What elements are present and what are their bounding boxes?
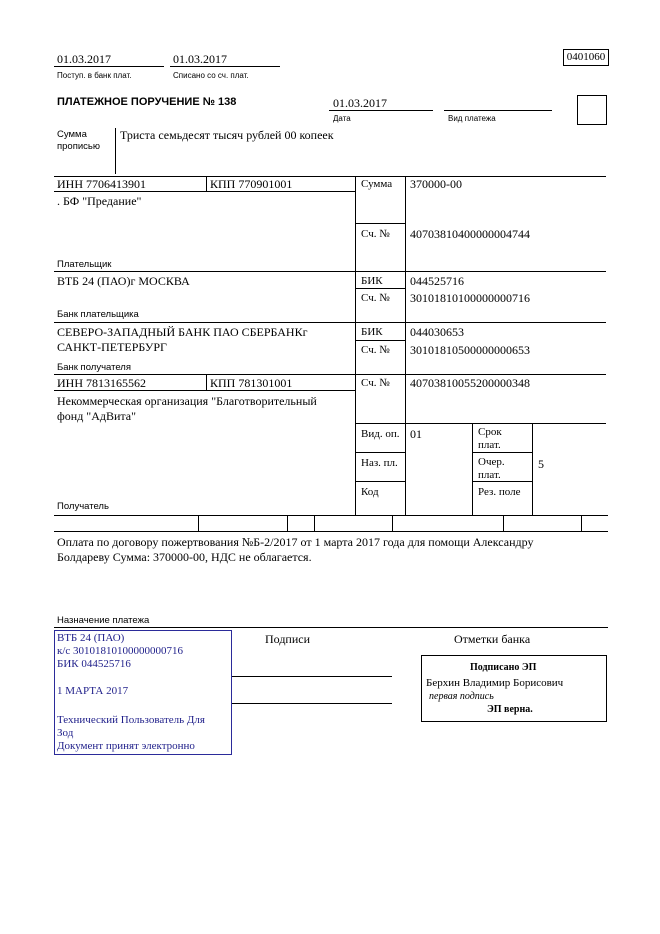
amount-words-value: Триста семьдесят тысяч рублей 00 копеек (120, 128, 334, 142)
signature-line-2 (232, 703, 392, 704)
code-label: Код (361, 486, 379, 498)
codes-line-2-left (355, 452, 405, 453)
payee-bank-label: Банк получателя (57, 362, 131, 373)
stamp-user-1: Технический Пользователь Для (57, 714, 205, 726)
payee-bank-bik-line (355, 340, 405, 341)
payer-inn-line (54, 191, 355, 192)
payer-label: Плательщик (57, 259, 112, 270)
term-label-2: плат. (478, 439, 501, 451)
amount-words-label-1: Сумма (57, 129, 87, 140)
signatures-label: Подписи (265, 632, 311, 646)
debited-date-line (170, 66, 280, 67)
debited-date-label: Списано со сч. плат. (173, 71, 249, 80)
codes-vline-2 (532, 423, 533, 515)
amount-words-label-2: прописью (57, 141, 100, 152)
order-date: 01.03.2017 (333, 96, 387, 110)
esign-role: первая подпись (429, 691, 494, 702)
payee-bank-bik-label: БИК (361, 326, 383, 338)
purpose-line-2: Болдареву Сумма: 370000-00, НДС не облагается. (57, 550, 312, 564)
queue-label-1: Очер. (478, 456, 505, 468)
term-label-1: Срок (478, 426, 502, 438)
queue-label-2: плат. (478, 469, 501, 481)
received-date-label: Поступ. в банк плат. (57, 71, 132, 80)
received-date-line (54, 66, 164, 67)
purpose-line-1: Оплата по договору пожертвования №Б-2/2017 от 1 марта 2017 года для помощи Александру (57, 535, 534, 549)
tax-row-bottom (54, 531, 608, 532)
amount-words-divider (115, 128, 116, 174)
payee-name-1: Некоммерческая организация "Благотворительный (57, 394, 317, 408)
stamp-bik: БИК 044525716 (57, 658, 131, 670)
tax-cell-div-5 (503, 515, 504, 531)
stamp-bank-name: ВТБ 24 (ПАО) (57, 632, 125, 644)
payee-bank-bik-value: 044030653 (410, 325, 464, 339)
order-date-line (329, 110, 433, 111)
codes-line-3-left (355, 481, 405, 482)
payee-account-label: Сч. № (361, 377, 390, 389)
payee-bank-name-1: СЕВЕРО-ЗАПАДНЫЙ БАНК ПАО СБЕРБАНКг (57, 325, 308, 339)
op-type-label: Вид. оп. (361, 428, 400, 440)
payer-bank-bik-label: БИК (361, 275, 383, 287)
payer-sum-line (355, 223, 405, 224)
codes-top-line (355, 423, 606, 424)
payer-bank-account-label: Сч. № (361, 292, 390, 304)
payer-inn: ИНН 7706413901 (57, 177, 146, 191)
payer-account-value: 40703810400000004744 (410, 227, 530, 241)
debited-date: 01.03.2017 (173, 52, 227, 66)
bank-marks-label: Отметки банка (454, 632, 531, 646)
op-type-value: 01 (410, 427, 422, 441)
payer-sum-label: Сумма (361, 178, 393, 190)
signature-line-1 (232, 676, 392, 677)
payer-sum-value: 370000-00 (410, 177, 462, 191)
tax-cell-div-3 (314, 515, 315, 531)
tax-cell-div-2 (287, 515, 288, 531)
payee-inn: ИНН 7813165562 (57, 376, 146, 390)
payer-name: . БФ "Предание" (57, 194, 142, 208)
payer-bottom-line (54, 271, 606, 272)
payment-type-label: Вид платежа (448, 114, 496, 123)
payer-kpp: КПП 770901001 (210, 177, 293, 191)
payee-bank-bottom-line (54, 374, 606, 375)
reserve-label: Рез. поле (478, 486, 521, 498)
stamp-user-2: Зод (57, 727, 74, 739)
esign-signer: Берхин Владимир Борисович (426, 677, 564, 689)
stamp-date: 1 МАРТА 2017 (57, 685, 129, 697)
esign-status: ЭП верна. (487, 704, 533, 715)
order-title: ПЛАТЕЖНОЕ ПОРУЧЕНИЕ № 138 (57, 96, 237, 108)
tax-cell-div-1 (198, 515, 199, 531)
received-date: 01.03.2017 (57, 52, 111, 66)
purpose-bottom-line (54, 627, 608, 628)
payee-account-value: 40703810055200000348 (410, 376, 530, 390)
payee-kpp: КПП 781301001 (210, 376, 293, 390)
tax-cell-div-6 (581, 515, 582, 531)
grid-vline-values (405, 176, 406, 515)
payee-label: Получатель (57, 501, 109, 512)
payment-status-box (577, 95, 607, 125)
codes-vline-1 (472, 423, 473, 515)
order-date-label: Дата (333, 114, 351, 123)
payee-inn-kpp-divider (206, 374, 207, 390)
purpose-label: Назначение платежа (57, 615, 150, 626)
payer-bank-bottom-line (54, 322, 606, 323)
tax-cell-div-4 (392, 515, 393, 531)
grid-vline-main (355, 176, 356, 515)
tax-row-top (54, 515, 608, 516)
payment-type-line (444, 110, 552, 111)
stamp-corr-account: к/с 30101810100000000716 (57, 645, 184, 657)
form-code-box: 0401060 (563, 49, 609, 66)
payer-bank-name: ВТБ 24 (ПАО)г МОСКВА (57, 274, 190, 288)
payer-inn-kpp-divider (206, 176, 207, 191)
payer-bank-bik-value: 044525716 (410, 274, 464, 288)
payer-bank-bik-line (355, 288, 405, 289)
payer-bank-account-value: 30101810100000000716 (410, 291, 530, 305)
payer-account-label: Сч. № (361, 228, 390, 240)
codes-line-2-mid (472, 452, 532, 453)
esign-title: Подписано ЭП (470, 662, 537, 673)
stamp-accepted: Документ принят электронно (57, 740, 195, 752)
queue-value: 5 (538, 457, 544, 471)
payee-bank-account-label: Сч. № (361, 344, 390, 356)
payee-bank-name-2: САНКТ-ПЕТЕРБУРГ (57, 340, 167, 354)
payee-inn-line (54, 390, 355, 391)
payee-name-2: фонд "АдВита" (57, 409, 137, 423)
payer-bank-label: Банк плательщика (57, 309, 139, 320)
purpose-code-label: Наз. пл. (361, 457, 398, 469)
payee-bank-account-value: 30101810500000000653 (410, 343, 530, 357)
